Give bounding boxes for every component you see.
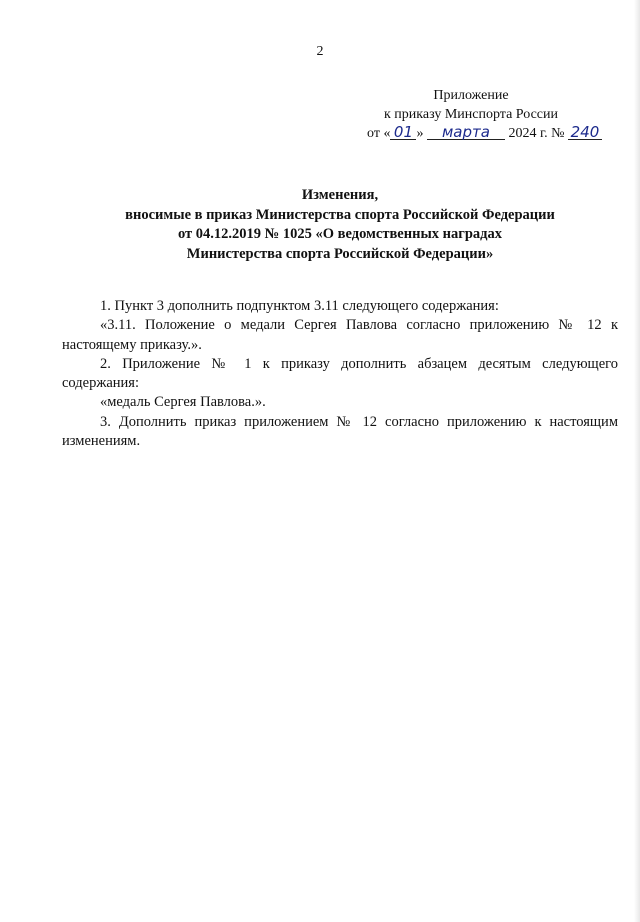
scan-edge bbox=[634, 0, 640, 922]
document-body bbox=[62, 297, 618, 451]
date-prefix: от « bbox=[367, 126, 391, 141]
date-year: 2024 г. № bbox=[508, 126, 565, 141]
title-line-4: Министерства спорта Российской Федерации» bbox=[186, 245, 494, 262]
paragraph-4: «медаль Сергея Павлова.». bbox=[100, 394, 266, 411]
appendix-header bbox=[340, 86, 602, 143]
handwritten-month: марта bbox=[427, 125, 505, 140]
paragraph-3: 2. Приложение № 1 к приказу дополнить абзацем десятым следующего содержания: bbox=[62, 355, 618, 392]
paragraph-5: 3. Дополнить приказ приложением № 12 согласно приложению к настоящим изменениям. bbox=[62, 413, 618, 450]
appendix-order-reference: к приказу Минспорта России bbox=[384, 107, 558, 122]
title-line-1: Изменения, bbox=[301, 187, 379, 203]
date-day-close: » bbox=[416, 126, 424, 141]
title-line-3: от 04.12.2019 № 1025 «О ведомственных наградах bbox=[178, 226, 502, 242]
title-line-2: вносимые в приказ Министерства спорта Российской Федерации bbox=[125, 206, 555, 223]
page-number: 2 bbox=[316, 44, 324, 59]
paragraph-2: «3.11. Положение о медали Сергея Павлова согласно приложению № 12 к настоящему приказу.». bbox=[62, 317, 618, 353]
appendix-label: Приложение bbox=[433, 88, 509, 103]
document-title bbox=[60, 186, 620, 264]
handwritten-day: 01 bbox=[390, 125, 416, 140]
handwritten-number: 240 bbox=[568, 125, 602, 140]
paragraph-1: 1. Пункт 3 дополнить подпунктом 3.11 следующего содержания: bbox=[100, 298, 499, 314]
appendix-date-line bbox=[340, 124, 602, 143]
